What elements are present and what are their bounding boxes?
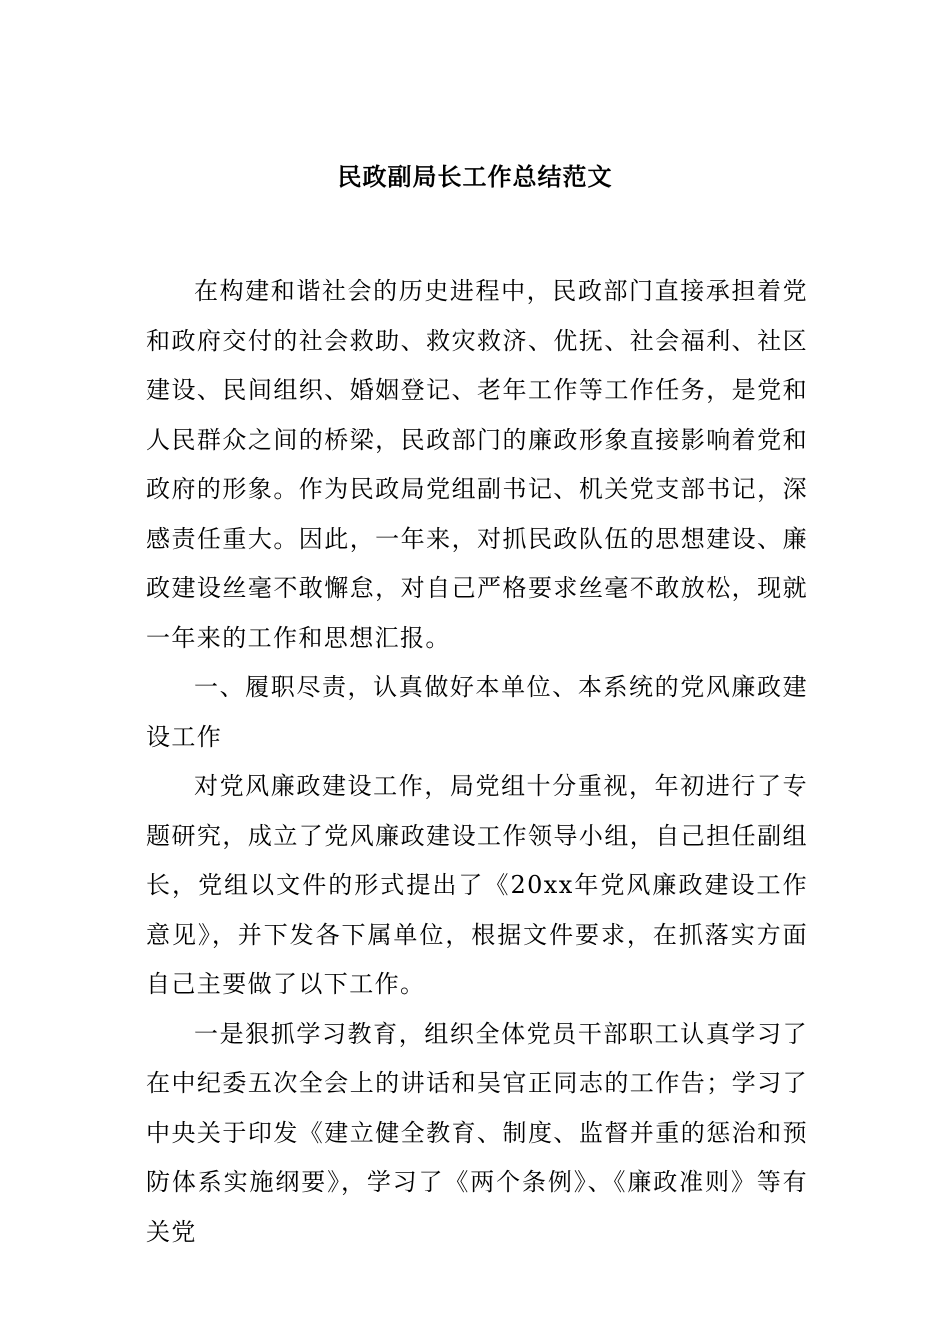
- document-body: [146, 267, 808, 1257]
- paragraph-party-work: 对党风廉政建设工作，局党组十分重视，年初进行了专题研究，成立了党风廉政建设工作领导小组，自己担任副组长，党组以文件的形式提出了《20xx年党风廉政建设工作意见》，并下发各下属单位，根据文件要求，在抓落实方面自己主要做了以下工作。: [146, 772, 808, 998]
- document-title: 民政副局长工作总结范文: [337, 162, 613, 191]
- paragraph-study-education: 一是狠抓学习教育，组织全体党员干部职工认真学习了在中纪委五次全会上的讲话和吴官正同志的工作告；学习了中央关于印发《建立健全教育、制度、监督并重的惩治和预防体系实施纲要》，学习了《两个条例》、《廉政准则》等有关党: [146, 1019, 808, 1246]
- section-heading-1: 一、履职尽责，认真做好本单位、本系统的党风廉政建设工作: [146, 673, 808, 751]
- paragraph-intro: 在构建和谐社会的历史进程中，民政部门直接承担着党和政府交付的社会救助、救灾救济、优抚、社会福利、社区建设、民间组织、婚姻登记、老年工作等工作任务，是党和人民群众之间的桥梁，民政部门的廉政形象直接影响着党和政府的形象。作为民政局党组副书记、机关党支部书记，深感责任重大。因此，一年来，对抓民政队伍的思想建设、廉政建设丝毫不敢懈怠，对自己严格要求丝毫不敢放松，现就一年来的工作和思想汇报。: [146, 277, 808, 652]
